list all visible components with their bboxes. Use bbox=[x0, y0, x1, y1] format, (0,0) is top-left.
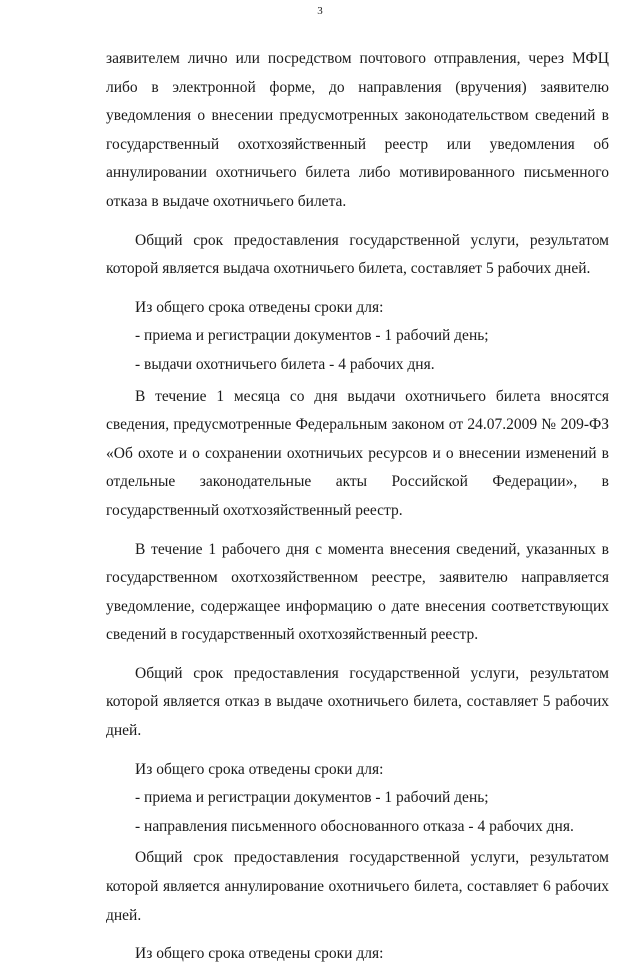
page-number: 3 bbox=[317, 5, 323, 17]
document-body bbox=[106, 45, 609, 969]
paragraph-refusal-breakdown-intro: Из общего срока отведены сроки для: bbox=[135, 760, 384, 778]
paragraph-annulment-breakdown-intro: Из общего срока отведены сроки для: bbox=[135, 945, 384, 963]
paragraph-registry-entry: В течение 1 месяца со дня выдачи охотничьего билета вносятся сведения, предусмотренные Федеральным законом от 24.07.2009 № 209-ФЗ «Об охоте и о сохранении охотничьих ресурсов и о внесении изменений в отдельные законодательные акты Российской Федерации», в государственный охотхозяйственный реестр. bbox=[106, 387, 609, 519]
paragraph-annulment-total-term: Общий срок предоставления государственной услуги, результатом которой является аннулирование охотничьего билета, составляет 6 рабочих дней. bbox=[106, 849, 609, 924]
paragraph-refusal-total-term: Общий срок предоставления государственной услуги, результатом которой является отказ в выдаче охотничьего билета, составляет 5 рабочих дней. bbox=[106, 664, 609, 740]
paragraph-notification: В течение 1 рабочего дня с момента внесения сведений, указанных в государственном охотхозяйственном реестре, заявителю направляется уведомление, содержащее информацию о дате внесения соответствующих сведений в государственный охотхозяйственный реестр. bbox=[106, 540, 609, 644]
paragraph-issuance-total-term: Общий срок предоставления государственной услуги, результатом которой является выдача охотничьего билета, составляет 5 рабочих дней. bbox=[106, 231, 609, 278]
list-item-refusal-notice: - направления письменного обоснованного отказа - 4 рабочих дня. bbox=[135, 817, 574, 835]
list-item-issuance-delivery: - выдачи охотничьего билета - 4 рабочих дня. bbox=[135, 355, 435, 373]
list-item-refusal-registration: - приема и регистрации документов - 1 рабочий день; bbox=[135, 789, 489, 807]
paragraph-issuance-breakdown-intro: Из общего срока отведены сроки для: bbox=[135, 298, 384, 316]
paragraph-submission-terms: заявителем лично или посредством почтового отправления, через МФЦ либо в электронной форме, до направления (вручения) заявителю уведомления о внесении предусмотренных законодательством сведений в государственный охотхозяйственный реестр или уведомления об аннулировании охотничьего билета либо мотивированного письменного отказа в выдаче охотничьего билета. bbox=[106, 50, 609, 210]
list-item-issuance-registration: - приема и регистрации документов - 1 рабочий день; bbox=[135, 327, 489, 345]
